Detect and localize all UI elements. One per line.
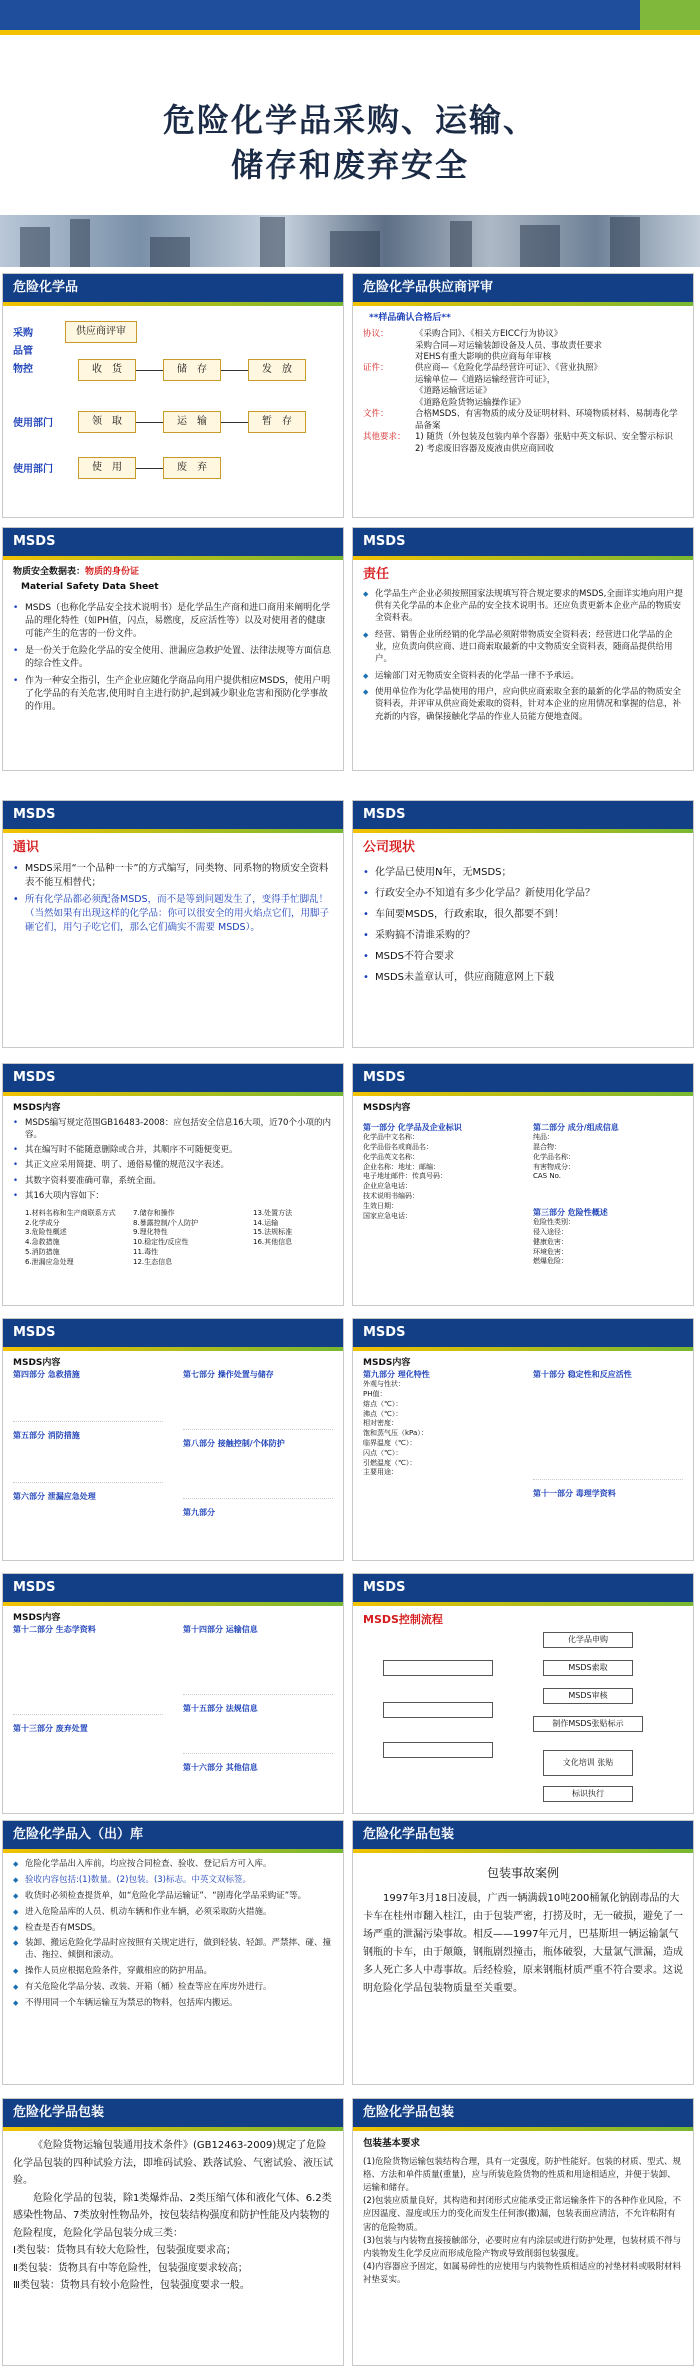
- flow-box: 供应商评审: [65, 321, 137, 343]
- requirement-key: [363, 341, 415, 352]
- field-label: 沸点（℃）：: [363, 1409, 403, 1418]
- field-label: 电子地址邮件：传真号码：: [363, 1172, 447, 1181]
- list-item: ◆ 装卸、搬运危险化学品时应按照有关规定进行，做到轻装、轻卸。严禁摔、碰、撞击、拖拉、倾倒和滚动。: [13, 1938, 333, 1962]
- requirement-value: 对EHS有重大影响的供应商每年审核: [415, 351, 552, 362]
- field-label: 燃爆危险：: [533, 1257, 568, 1266]
- flow-box: 使 用: [78, 457, 136, 479]
- part-3: 第三部分 危险性概述 危险性类别： 侵入途径： 健康危害： 环境危害： 燃爆危险：: [533, 1207, 683, 1267]
- slide-body: [353, 829, 693, 996]
- requirement-key: 协议：: [363, 329, 389, 340]
- flow-box: 废 弃: [163, 457, 221, 479]
- flow-step: 制作MSDS张贴标示: [533, 1716, 643, 1732]
- parts-right: 第十四部分 运输信息 第十五部分 法规信息 第十六部分 其他信息: [183, 1624, 333, 1774]
- slide-header: 危险化学品入（出）库: [3, 1821, 343, 1849]
- flow-arrow: [136, 422, 163, 423]
- requirement-item: (2)包装应质量良好，其构造和封闭形式应能承受正常运输条件下的各种作业风险，不应因温度、湿度或压力的变化而发生任何渗(撒)漏，包装表面应清洁，不允许粘附有害的危险物质。: [363, 2196, 682, 2233]
- slide-title: MSDS内容: [13, 1103, 61, 1113]
- package-class-1: Ⅰ类包装：货物具有较大危险性，包装强度要求高；: [13, 2245, 236, 2256]
- field-label: CAS No.: [533, 1172, 561, 1181]
- slide-packaging-case: [352, 1820, 694, 2085]
- slide-header: MSDS: [353, 1319, 693, 1347]
- field-label: 化学品名称：: [533, 1152, 575, 1161]
- slide-current-status: [352, 800, 694, 1048]
- slide-header: 危险化学品包装: [353, 1821, 693, 1849]
- bullet-list: [13, 1118, 333, 1203]
- requirement-list: [363, 329, 683, 455]
- content-item: 9.理化特性: [133, 1228, 168, 1237]
- slide-header: MSDS: [3, 1319, 343, 1347]
- list-item: ◆ 有关危险化学品分装、改装、开箱（桶）检查等应在库房外进行。: [13, 1982, 333, 1994]
- slide-title: MSDS内容: [363, 1103, 411, 1113]
- flow-box: 发 放: [248, 359, 306, 381]
- requirement-value: 合格MSDS、有害物质的成分及证明材料、环境物质材料、易制毒化学品备案: [415, 409, 678, 431]
- requirement-value: 供应商—《危险化学品经营许可证》、《营业执照》: [415, 363, 603, 374]
- heading-highlight: 物质的身份证: [85, 567, 140, 577]
- field-label: 化学品中文名称：: [363, 1133, 419, 1142]
- requirement-value: 《道路危险货物运输操作证》: [415, 397, 526, 408]
- flow-arrow: [221, 370, 248, 371]
- slide-body: [353, 1849, 693, 2004]
- field-label: 闪点（℃）：: [363, 1448, 403, 1457]
- field-label: 熔点（℃）：: [363, 1399, 403, 1408]
- requirement-value: 1) 随货（外包装及包装内单个容器）张贴中英文标识、安全警示标识: [415, 432, 673, 443]
- column-2: [133, 1209, 243, 1268]
- slide-header: 危险化学品包装: [353, 2099, 693, 2127]
- requirement-key: [363, 375, 415, 386]
- slide-msds-parts-4-9: [2, 1318, 344, 1561]
- part-2: 第二部分 成分/组成信息 纯品： 混合物： 化学品名称： 有害物成分： CAS No.: [533, 1122, 683, 1182]
- paragraph: 危险化学品的包装，除1类爆炸品、2类压缩气体和液化气体、6.2类感染性物品、7类放射性物品外，按包装结构强度和防护性能及内装物的危险程度，危险化学品包装分成三类：: [13, 2192, 332, 2239]
- requirement-value: 2) 考虑废旧容器及废液由供应商回收: [415, 443, 554, 454]
- list-item: ◆ 操作人员应根据危险条件，穿戴相应的防护用品。: [13, 1966, 333, 1978]
- field-label: 相对密度：: [363, 1419, 398, 1428]
- bullet-list: [13, 862, 333, 935]
- content-item: 2.化学成分: [25, 1218, 60, 1227]
- flow-box: 运 输: [163, 411, 221, 433]
- slide-body: [353, 1092, 693, 1266]
- slide-title: MSDS内容: [363, 1358, 411, 1368]
- requirement-key: 证件：: [363, 363, 389, 374]
- flow-side-box: [383, 1742, 493, 1758]
- slide-title: 包装基本要求: [363, 2138, 421, 2149]
- list-item: ◆ 进入危险品库的人员、机动车辆和作业车辆，必须采取防火措施。: [13, 1907, 333, 1919]
- list-item: ◆ 验收内容包括:(1)数量。(2)包装。(3)标志。中英文双标签。: [13, 1875, 333, 1887]
- heading: 物质安全数据表：: [13, 567, 86, 577]
- field-label: 健康危害：: [533, 1237, 568, 1246]
- list-item: • 其16大项内容如下：: [13, 1191, 333, 1202]
- slide-body: [353, 1347, 693, 1499]
- content-item: 6.泄漏应急处理: [25, 1257, 74, 1266]
- paragraph: 《危险货物运输包装通用技术条件》(GB12463-2009)规定了危险化学品包装的四种试验方法，即堆码试验、跌落试验、气密试验、液压试验。: [13, 2140, 333, 2186]
- slide-body: [353, 1602, 693, 1812]
- field-label: 外观与性状：: [363, 1380, 405, 1389]
- slide-warehouse-in-out: [2, 1820, 344, 2085]
- bullet-list: [13, 1859, 333, 2010]
- requirement-line: [363, 375, 683, 386]
- slide-header: MSDS: [353, 801, 693, 829]
- field-label: 侵入途径：: [533, 1227, 568, 1236]
- requirement-line: [363, 444, 683, 455]
- list-item: • 是一份关于危险化学品的安全使用、泄漏应急救护处置、法律法规等方面信息的综合性文件。: [13, 645, 333, 671]
- list-item: • 车间要MSDS，行政索取，很久都要不到！: [363, 906, 683, 923]
- requirement-value: 《道路运输营运证》: [415, 386, 492, 397]
- parts-right: 第七部分 操作处置与储存 第八部分 接触控制/个体防护 第九部分: [183, 1369, 333, 1519]
- slide-header: 危险化学品供应商评审: [353, 274, 693, 302]
- list-item: • 采购搞不清谁采购的？: [363, 927, 683, 944]
- requirement-line: [363, 398, 683, 409]
- requirement-value: 采购合同—对运输装卸设备及人员、事故责任要求: [415, 340, 603, 351]
- requirement-line: [363, 341, 683, 352]
- content-item: 14.运输: [253, 1218, 279, 1227]
- list-item: • MSDS不符合要求: [363, 948, 683, 965]
- sixteen-items-table: [13, 1207, 333, 1287]
- field-label: 企业应急电话：: [363, 1182, 412, 1191]
- slide-msds-control-flow: [352, 1573, 694, 1814]
- field-label: 纯品：: [533, 1133, 554, 1142]
- slide-body: [353, 556, 693, 733]
- requirement-key: [363, 398, 415, 409]
- slide-general-knowledge: [2, 800, 344, 1048]
- content-item: 11.毒性: [133, 1248, 159, 1257]
- field-label: 混合物：: [533, 1142, 561, 1151]
- field-label: 危险性类别：: [533, 1218, 575, 1227]
- flow-arrow: [136, 468, 163, 469]
- slide-header: MSDS: [353, 528, 693, 556]
- field-label: 饱和蒸气压（kPa）：: [363, 1429, 428, 1438]
- content-item: 4.急救措施: [25, 1238, 60, 1247]
- package-class-2: Ⅱ类包装：货物具有中等危险性，包装强度要求较高；: [13, 2262, 248, 2274]
- requirement-value: 运输单位—《道路运输经营许可证》，: [415, 374, 556, 385]
- flow-box: 储 存: [163, 359, 221, 381]
- slide-responsibility: [352, 527, 694, 771]
- slide-body: [3, 829, 343, 945]
- field-label: 化学品英文名称：: [363, 1152, 419, 1161]
- field-label: 技术说明书编码：: [363, 1191, 419, 1200]
- slide-header: 危险化学品: [3, 274, 343, 302]
- list-item: • 其数字资料要准确可靠，系统全面。: [13, 1176, 333, 1187]
- content-item: 12.生态信息: [133, 1257, 173, 1266]
- requirement-key: 文件：: [363, 409, 389, 420]
- role-label: 使用部门: [13, 418, 53, 429]
- list-item: • 行政安全办不知道有多少化学品？新使用化学品？: [363, 885, 683, 902]
- list-item: ◆ 收货时必须检查提货单，如“危险化学品运输证”、“剧毒化学品采购证”等。: [13, 1891, 333, 1903]
- slide-title: 公司现状: [363, 840, 416, 855]
- list-item: • MSDS编写规定范围GB16483-2008：应包括安全信息16大项，近70个小项的内容。: [13, 1118, 333, 1141]
- part-1: 第一部分 化学品及企业标识 化学品中文名称： 化学品俗名或商品名： 化学品英文名称： 企业名称：地址：邮编： 电子地址邮件：传真号码： 企业应急电话： 技术说明书编码： 生效日期： 国家应急电话：: [363, 1122, 513, 1221]
- list-item: • 作为一种安全指引，生产企业应随化学商品向用户提供相应MSDS，使用户明了化学品的有关危害,使用时自主进行防护,起到减少职业危害和预防化学事故的作用。: [13, 675, 333, 714]
- cover-title-line1: 危险化学品采购、运输、: [162, 101, 537, 139]
- column-1: [25, 1209, 125, 1268]
- field-label: 生效日期：: [363, 1201, 398, 1210]
- flow-step: 化学品申购: [543, 1632, 633, 1648]
- slide-packaging-requirements: [352, 2098, 694, 2366]
- role-label: 使用部门: [13, 464, 53, 475]
- slide-body: [3, 556, 343, 724]
- part-9: 第九部分 理化特性 外观与性状： PH值： 熔点（℃）： 沸点（℃）： 相对密度： 饱和蒸气压（kPa）： 临界温度（℃）： 闪点（℃）： 引燃温度（℃）： 主要用途：: [363, 1369, 513, 1478]
- requirement-line: [363, 386, 683, 397]
- field-label: 环境危害：: [533, 1247, 568, 1256]
- content-item: 10.稳定性/反应性: [133, 1238, 189, 1247]
- list-item: • 化学品已使用N年，无MSDS；: [363, 864, 683, 881]
- list-item: ◆ 危险化学品出入库前，均应按合同检查、验收、登记后方可入库。: [13, 1859, 333, 1871]
- parts-left: 第十二部分 生态学资料 第十三部分 废弃处置: [13, 1624, 163, 1734]
- requirement-key: [363, 386, 415, 397]
- slide-header: MSDS: [3, 1064, 343, 1092]
- flow-arrow: [221, 422, 248, 423]
- bullet-list: [363, 864, 683, 986]
- field-label: 国家应急电话：: [363, 1211, 412, 1220]
- field-label: 企业名称：地址：邮编：: [363, 1162, 440, 1171]
- flow-step: MSDS审核: [543, 1688, 633, 1704]
- field-label: 化学品俗名或商品名：: [363, 1142, 433, 1151]
- parts-left: 第四部分 急救措施 第五部分 消防措施 第六部分 泄漏应急处理: [13, 1369, 163, 1503]
- city-skyline-image: [0, 215, 700, 267]
- content-item: 1.材料名称和生产商联系方式: [25, 1208, 116, 1217]
- list-item: • MSDS采用“一个品种一卡”的方式编写，同类物、同系物的物质安全资料表不能互相替代；: [13, 862, 333, 890]
- requirement-item: (4)内容器应予固定，如属易碎性的应使用与内装物性质相适应的衬垫材料或吸附材料衬垫妥实。: [363, 2262, 682, 2286]
- cover-slide: [0, 0, 700, 267]
- slide-hazchem-flow: [2, 273, 344, 518]
- slide-body: [353, 2127, 693, 2293]
- content-item: 7.储存和操作: [133, 1208, 175, 1217]
- slide-body: [3, 2127, 343, 2301]
- cover-title-line2: 储存和废弃安全: [230, 146, 469, 184]
- bullet-list: [363, 588, 683, 723]
- content-item: 13.处置方法: [253, 1208, 293, 1217]
- flow-box: 领 取: [78, 411, 136, 433]
- list-item: ◆ 使用单位作为化学品使用的用户，应向供应商索取全套的最新的化学品的物质安全资料表，并评审从供应商处索取的资料，针对本企业的应用情况和掌握的信息，补充新的内容，确保接触化学品的作业人员能方便地查阅。: [363, 686, 683, 723]
- content-item: 8.暴露控制/个人防护: [133, 1218, 199, 1227]
- flow-box: 收 货: [78, 359, 136, 381]
- slide-packaging-standard: [2, 2098, 344, 2366]
- content-item: 5.消防措施: [25, 1248, 60, 1257]
- msds-fullname: Material Safety Data Sheet: [21, 582, 159, 593]
- list-item: ◆ 不得用同一个车辆运输互为禁忌的物料，包括库内搬运。: [13, 1998, 333, 2010]
- field-label: 有害物成分：: [533, 1162, 575, 1171]
- flow-arrow: [136, 370, 163, 371]
- requirement-item: (1)危险货物运输包装结构合理，具有一定强度，防护性能好。包装的材质、型式、规格、方法和单件质量(重量)，应与所装危险货物的性质和用途相适应，并便于装卸、运输和储存。: [363, 2156, 682, 2194]
- slide-header: MSDS: [353, 1574, 693, 1602]
- slide-body: [353, 302, 693, 461]
- role-label: 品管: [13, 346, 33, 357]
- slide-body: [3, 1602, 343, 1773]
- list-item: • 其在编写时不能随意删除或合并，其顺序不可随便变更。: [13, 1145, 333, 1156]
- slide-title: 通识: [13, 840, 40, 855]
- package-class-3: Ⅲ类包装：货物具有较小危险性，包装强度要求一般。: [13, 2280, 250, 2291]
- role-label: 物控: [13, 364, 33, 375]
- bullet-list: [13, 602, 333, 714]
- slide-header: MSDS: [3, 1574, 343, 1602]
- case-body: 1997年3月18日凌晨，广西一辆满载10吨200桶氰化钠剧毒品的大卡车在桂州市翻入桂江，由于包装严密，打捞及时，无一破损，避免了一场严重的泄漏污染事故。相反——1997年元月，巴基斯坦一辆运输氯气钢瓶的卡车，由于颠簸，钢瓶剧烈撞击，瓶体破裂，大量氯气泄漏，造成多人死亡多人中毒事故。后经检验，原来钢瓶材质严重不符合要求。这说明危险化学品包装物质量至关重要。: [363, 1893, 683, 1995]
- slide-header: MSDS: [353, 1064, 693, 1092]
- list-item: • MSDS未盖章认可，供应商随意网上下载: [363, 969, 683, 986]
- requirement-line: [363, 409, 683, 432]
- content-item: 3.危险性概述: [25, 1228, 67, 1237]
- slide-msds-parts-9-11: [352, 1318, 694, 1561]
- requirement-key: [363, 352, 415, 363]
- slide-body: [3, 1092, 343, 1293]
- slide-msds-parts-1-3: [352, 1063, 694, 1306]
- slide-msds-intro: [2, 527, 344, 771]
- column-3: [253, 1209, 343, 1248]
- list-item: • 其正文应采用简捷、明了、通俗易懂的规范汉字表述。: [13, 1160, 333, 1171]
- flow-step: 文化培训 张贴: [543, 1750, 633, 1776]
- requirement-key: 其他要求：: [363, 432, 406, 443]
- flow-side-box: [383, 1660, 493, 1676]
- flow-step: MSDS索取: [543, 1660, 633, 1676]
- requirement-line: [363, 329, 683, 340]
- slide-header: MSDS: [3, 528, 343, 556]
- slide-title: MSDS内容: [13, 1613, 61, 1623]
- subtitle: **样品确认合格后**: [369, 313, 451, 323]
- list-item: ◆ 检查是否有MSDS。: [13, 1923, 333, 1935]
- requirement-line: [363, 363, 683, 374]
- requirement-value: 《采购合同》、《相关方EICC行为协议》: [415, 329, 563, 340]
- content-item: 15.法规标准: [253, 1228, 293, 1237]
- cover-band-blue: [0, 0, 640, 30]
- role-label: 采购: [13, 328, 33, 339]
- slide-supplier-review: [352, 273, 694, 518]
- cover-band-green: [640, 0, 700, 30]
- slide-body: [3, 1347, 343, 1518]
- slide-header: MSDS: [3, 801, 343, 829]
- flow-side-box: [383, 1702, 493, 1718]
- list-item: ◆ 化学品生产企业必须按照国家法规填写符合规定要求的MSDS,全面详实地向用户提供有关化学品的本企业产品的安全技术说明书。还应负责更新本企业产品的物质安全资料表。: [363, 588, 683, 625]
- slide-title: 责任: [363, 567, 390, 582]
- list-item: • 所有化学品都必须配备MSDS，而不是等到问题发生了，变得手忙脚乱！（当然如果有出现这样的化学品：你可以很安全的用火焰点它们，用脚子砸它们，用勺子吃它们，那么它们确实不需要 MSDS）。: [13, 893, 333, 934]
- requirement-key: [363, 444, 415, 455]
- requirement-line: [363, 432, 683, 443]
- slide-msds-parts-12-16: [2, 1573, 344, 1814]
- field-label: 临界温度（℃）：: [363, 1438, 417, 1447]
- list-item: ◆ 经营、销售企业所经销的化学品必须附带物质安全资料表；经营进口化学品的企业，应负责向供应商、进口商索取最新的中文物质安全资料表，随商品提供给用户。: [363, 629, 683, 666]
- slide-title: MSDS内容: [13, 1358, 61, 1368]
- flow-box: 暂 存: [248, 411, 306, 433]
- slide-header: 危险化学品包装: [3, 2099, 343, 2127]
- slide-msds-content-list: [2, 1063, 344, 1306]
- content-item: 16.其他信息: [253, 1238, 293, 1247]
- requirement-line: [363, 352, 683, 363]
- slide-title: 包装事故案例: [486, 1866, 559, 1880]
- slide-body: [3, 1849, 343, 2020]
- list-item: • MSDS（也称化学品安全技术说明书）是化学品生产商和进口商用来阐明化学品的理化特性（如PH值，闪点，易燃度，反应活性等）以及对使用者的健康可能产生的危害的一份文件。: [13, 602, 333, 641]
- flow-step: 标识执行: [543, 1786, 633, 1802]
- list-item: ◆ 运输部门对无物质安全资料表的化学品一律不予承运。: [363, 670, 683, 682]
- slide-title: MSDS控制流程: [363, 1613, 443, 1626]
- field-label: 主要用途：: [363, 1468, 398, 1477]
- field-label: PH值：: [363, 1389, 387, 1398]
- parts-10-11: 第十部分 稳定性和反应活性 第十一部分 毒理学资料: [533, 1369, 683, 1499]
- cover-band-yellow: [0, 30, 700, 35]
- field-label: 引燃温度（℃）：: [363, 1458, 417, 1467]
- requirement-item: (3)包装与内装物直接接触部分，必要时应有内涂层或进行防护处理，包装材质不得与内装物发生化学反应而形成危险产物或导致削弱包装强度。: [363, 2235, 682, 2259]
